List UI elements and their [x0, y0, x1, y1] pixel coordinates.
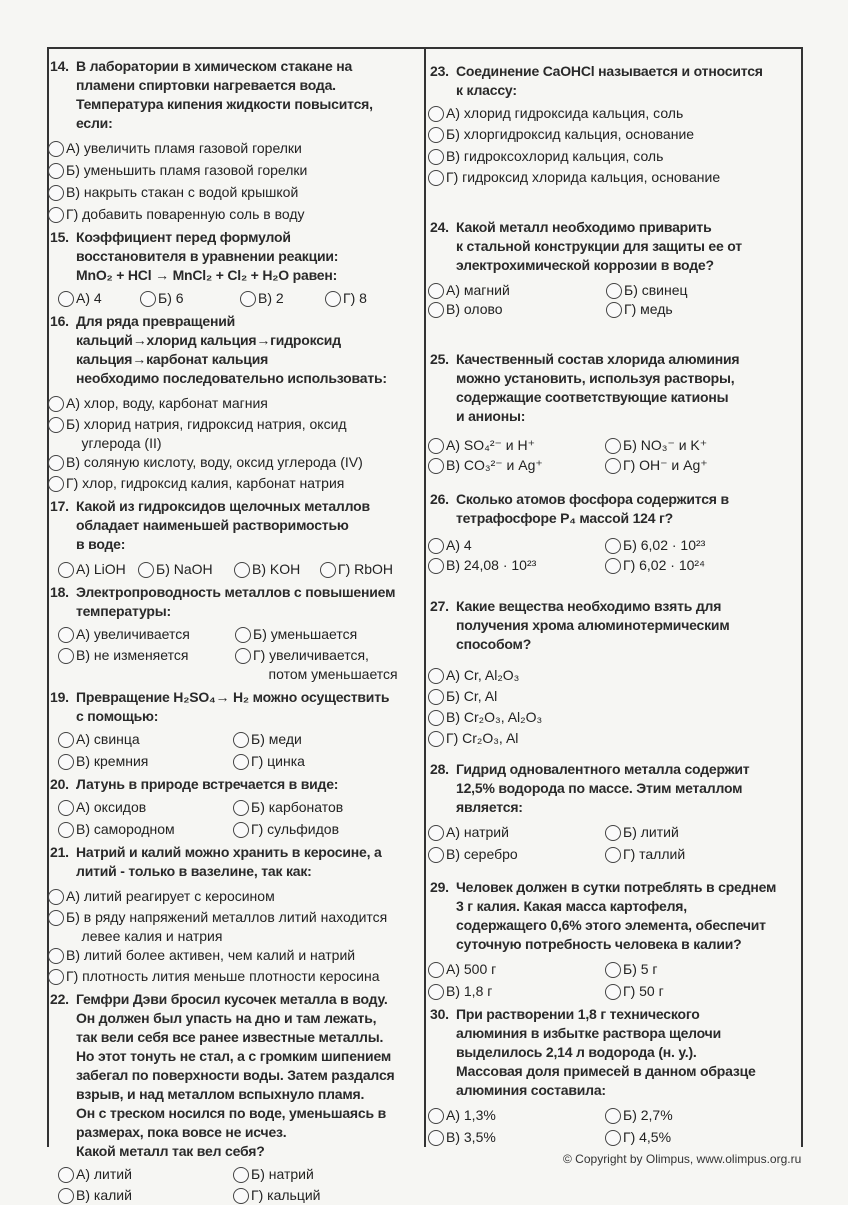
- option-label: Г) сульфидов: [251, 821, 340, 837]
- option-b[interactable]: [605, 436, 707, 455]
- question-number: 25.: [430, 351, 449, 367]
- radio-circle-icon[interactable]: [240, 291, 256, 307]
- option-a[interactable]: [58, 289, 102, 308]
- option-g[interactable]: [320, 560, 393, 579]
- option-b[interactable]: [48, 161, 307, 180]
- option-label: Б) литий: [623, 824, 679, 840]
- question-number: 21.: [50, 844, 69, 860]
- question-text: В лаборатории в химическом стакане на пламени спиртовки нагревается вода. Температура кипения жидкости повысится, если:: [76, 58, 373, 131]
- option-g[interactable]: [605, 845, 685, 864]
- question-header: [430, 62, 802, 100]
- question-header: [50, 583, 422, 621]
- option-v[interactable]: [428, 300, 503, 319]
- radio-circle-icon[interactable]: [48, 910, 64, 926]
- question-29: [430, 878, 802, 1001]
- option-label: Г) медь: [624, 301, 673, 317]
- radio-circle-icon[interactable]: [48, 455, 64, 471]
- option-label: Г) кальций: [251, 1187, 321, 1203]
- option-g[interactable]: [428, 729, 518, 748]
- radio-circle-icon[interactable]: [428, 984, 444, 1000]
- option-v[interactable]: [234, 560, 300, 579]
- question-header: [430, 878, 802, 954]
- question-number: 17.: [50, 498, 69, 514]
- option-a[interactable]: [428, 104, 683, 123]
- radio-circle-icon[interactable]: [606, 302, 622, 318]
- radio-circle-icon[interactable]: [605, 825, 621, 841]
- option-label: Б) 6: [158, 290, 184, 306]
- radio-circle-icon[interactable]: [58, 1167, 74, 1183]
- option-label: Г) добавить поваренную соль в воду: [66, 206, 305, 222]
- question-number: 19.: [50, 689, 69, 705]
- option-b[interactable]: [605, 1106, 673, 1125]
- option-label: В) гидроксохлорид кальция, соль: [446, 148, 664, 164]
- question-header: [50, 57, 422, 133]
- answer-options: [50, 394, 422, 493]
- question-15: [50, 228, 422, 308]
- radio-circle-icon[interactable]: [428, 558, 444, 574]
- option-label: А) 4: [76, 290, 102, 306]
- option-label: Б) в ряду напряжений металлов литий находится левее калия и натрия: [66, 909, 388, 944]
- option-label: Б) NaOH: [156, 561, 213, 577]
- option-b[interactable]: [235, 625, 357, 644]
- question-22: [50, 990, 422, 1205]
- question-text: Для ряда превращений кальций→хлорид кальция→гидроксид кальция→карбонат кальция необходимо последовательно использовать:: [76, 313, 387, 386]
- question-number: 24.: [430, 219, 449, 235]
- answer-options: [50, 625, 422, 684]
- question-text: Коэффициент перед формулой восстановителя в уравнении реакции: MnO₂ + HCl → MnCl₂ + Cl₂ + H₂O равен:: [76, 229, 339, 283]
- radio-circle-icon[interactable]: [58, 822, 74, 838]
- question-header: [430, 760, 802, 817]
- option-v[interactable]: [428, 147, 663, 166]
- answer-options: [430, 666, 802, 748]
- option-label: А) натрий: [446, 824, 509, 840]
- radio-circle-icon[interactable]: [48, 476, 64, 492]
- radio-circle-icon[interactable]: [58, 648, 74, 664]
- radio-circle-icon[interactable]: [48, 417, 64, 433]
- option-label: Г) 6,02 · 10²⁴: [623, 557, 706, 573]
- question-16: [50, 312, 422, 493]
- answer-options: [50, 1165, 422, 1205]
- option-label: В) накрыть стакан с водой крышкой: [66, 184, 299, 200]
- radio-circle-icon[interactable]: [233, 800, 249, 816]
- radio-circle-icon[interactable]: [48, 969, 64, 985]
- question-number: 28.: [430, 761, 449, 777]
- question-text: Человек должен в сутки потреблять в среднем 3 г калия. Какая масса картофеля, содержащего 0,6% этого элемента, обеспечит суточную потребность человека в калии?: [456, 879, 777, 952]
- option-g[interactable]: [48, 205, 305, 224]
- radio-circle-icon[interactable]: [605, 984, 621, 1000]
- question-number: 22.: [50, 991, 69, 1007]
- question-number: 29.: [430, 879, 449, 895]
- radio-circle-icon[interactable]: [605, 847, 621, 863]
- radio-circle-icon[interactable]: [58, 1188, 74, 1204]
- answer-options: [430, 823, 802, 864]
- radio-circle-icon[interactable]: [428, 668, 444, 684]
- answer-options: [50, 798, 422, 839]
- option-b[interactable]: [428, 687, 497, 706]
- option-v[interactable]: [428, 982, 492, 1001]
- option-a[interactable]: [428, 960, 496, 979]
- option-label: В) серебро: [446, 846, 518, 862]
- option-label: В) олово: [446, 301, 503, 317]
- answer-options: [50, 139, 422, 224]
- option-g[interactable]: [606, 300, 673, 319]
- option-a[interactable]: [428, 823, 509, 842]
- radio-circle-icon[interactable]: [605, 558, 621, 574]
- option-label: В) кремния: [76, 753, 149, 769]
- option-v[interactable]: [428, 708, 542, 727]
- column-divider: [424, 47, 426, 1147]
- radio-circle-icon[interactable]: [428, 170, 444, 186]
- question-header: [50, 775, 422, 794]
- radio-circle-icon[interactable]: [140, 291, 156, 307]
- question-text: При растворении 1,8 г технического алюминия в избытке раствора щелочи выделилось 2,14 л водорода (н. у.). Массовая доля примесей в данном образце алюминия составила:: [456, 1006, 756, 1098]
- radio-circle-icon[interactable]: [428, 538, 444, 554]
- option-g[interactable]: [428, 168, 720, 187]
- radio-circle-icon[interactable]: [233, 822, 249, 838]
- option-b[interactable]: [48, 908, 387, 946]
- radio-circle-icon[interactable]: [428, 962, 444, 978]
- question-header: [430, 350, 802, 426]
- answer-options: [430, 104, 802, 187]
- option-g[interactable]: [605, 1128, 671, 1147]
- option-a[interactable]: [58, 1165, 132, 1184]
- question-number: 30.: [430, 1006, 449, 1022]
- question-text: Какие вещества необходимо взять для получения хрома алюминотермическим способом?: [456, 598, 730, 652]
- option-label: Б) хлоргидроксид кальция, основание: [446, 126, 695, 142]
- radio-circle-icon[interactable]: [428, 149, 444, 165]
- radio-circle-icon[interactable]: [606, 283, 622, 299]
- option-label: В) 2: [258, 290, 284, 306]
- question-header: [50, 843, 422, 881]
- question-text: Соединение CaOHCl называется и относится к классу:: [456, 63, 763, 98]
- option-v[interactable]: [58, 820, 175, 839]
- answer-options: [430, 536, 802, 575]
- radio-circle-icon[interactable]: [428, 710, 444, 726]
- option-label: В) CO₃²⁻ и Ag⁺: [446, 457, 543, 473]
- option-a[interactable]: [48, 394, 268, 413]
- option-b[interactable]: [140, 289, 184, 308]
- option-v[interactable]: [58, 752, 148, 771]
- radio-circle-icon[interactable]: [48, 185, 64, 201]
- radio-circle-icon[interactable]: [234, 562, 250, 578]
- answer-options: [430, 960, 802, 1001]
- radio-circle-icon[interactable]: [428, 1130, 444, 1146]
- question-number: 15.: [50, 229, 69, 245]
- option-a[interactable]: [428, 281, 510, 300]
- option-label: В) 24,08 · 10²³: [446, 557, 537, 573]
- radio-circle-icon[interactable]: [428, 283, 444, 299]
- radio-circle-icon[interactable]: [235, 627, 251, 643]
- copyright-footer: © Copyright by Olimpus, www.olimpus.org.ru: [563, 1152, 802, 1166]
- option-label: Г) 4,5%: [623, 1129, 672, 1145]
- question-30: [430, 1005, 802, 1147]
- option-label: Г) 50 г: [623, 983, 664, 999]
- answer-options: [430, 436, 802, 475]
- option-v[interactable]: [58, 646, 188, 665]
- option-g[interactable]: [605, 982, 664, 1001]
- option-label: В) 3,5%: [446, 1129, 496, 1145]
- question-number: 26.: [430, 491, 449, 507]
- option-label: В) самородном: [76, 821, 175, 837]
- option-label: Б) NO₃⁻ и K⁺: [623, 437, 708, 453]
- option-label: Б) уменьшить пламя газовой горелки: [66, 162, 308, 178]
- option-g[interactable]: [235, 646, 398, 684]
- question-23: [430, 62, 802, 187]
- radio-circle-icon[interactable]: [605, 538, 621, 554]
- radio-circle-icon[interactable]: [233, 732, 249, 748]
- question-17: [50, 497, 422, 579]
- question-number: 16.: [50, 313, 69, 329]
- option-g[interactable]: [48, 474, 344, 493]
- option-label: А) увеличить пламя газовой горелки: [66, 140, 302, 156]
- option-v[interactable]: [428, 556, 536, 575]
- option-a[interactable]: [58, 625, 190, 644]
- question-19: [50, 688, 422, 771]
- option-label: Б) уменьшается: [253, 626, 358, 642]
- option-label: В) литий более активен, чем калий и натрий: [66, 947, 356, 963]
- question-24: [430, 218, 802, 319]
- question-27: [430, 597, 802, 748]
- radio-circle-icon[interactable]: [58, 291, 74, 307]
- option-label: А) 500 г: [446, 961, 497, 977]
- option-label: Г) Cr₂O₃, Al: [446, 730, 519, 746]
- question-text: Какой из гидроксидов щелочных металлов обладает наименьшей растворимостью в воде:: [76, 498, 370, 552]
- question-18: [50, 583, 422, 684]
- option-b[interactable]: [233, 730, 302, 749]
- option-b[interactable]: [605, 823, 679, 842]
- option-v[interactable]: [428, 845, 518, 864]
- option-label: В) KOH: [252, 561, 301, 577]
- option-v[interactable]: [240, 289, 284, 308]
- option-b[interactable]: [606, 281, 688, 300]
- option-label: А) оксидов: [76, 799, 147, 815]
- question-number: 14.: [50, 58, 69, 74]
- radio-circle-icon[interactable]: [428, 127, 444, 143]
- option-label: А) хлор, воду, карбонат магния: [66, 395, 268, 411]
- option-b[interactable]: [138, 560, 213, 579]
- option-label: Г) 8: [343, 290, 367, 306]
- option-label: А) LiOH: [76, 561, 126, 577]
- question-21: [50, 843, 422, 986]
- question-header: [50, 688, 422, 726]
- question-text: Гемфри Дэви бросил кусочек металла в воду. Он должен был упасть на дно и там лежать, так вели себя все ранее известные металлы. Но этот тонуть не стал, а с громким шипением забегал по поверхности воды. Затем раздался взрыв, и над металлом вспыхнуло пламя. Он с треском носился по воде, уменьшаясь в размерах, пока вовсе не исчез. Какой металл так вел себя?: [76, 991, 395, 1159]
- option-label: В) Cr₂O₃, Al₂O₃: [446, 709, 543, 725]
- option-b[interactable]: [48, 415, 347, 453]
- question-number: 18.: [50, 584, 69, 600]
- radio-circle-icon[interactable]: [58, 800, 74, 816]
- option-g[interactable]: [48, 967, 380, 986]
- radio-circle-icon[interactable]: [605, 438, 621, 454]
- option-label: А) 4: [446, 537, 472, 553]
- option-v[interactable]: [428, 456, 543, 475]
- radio-circle-icon[interactable]: [233, 754, 249, 770]
- question-header: [430, 490, 802, 528]
- option-label: Г) RbOH: [338, 561, 394, 577]
- option-label: В) соляную кислоту, воду, оксид углерода (IV): [66, 454, 363, 470]
- option-label: Б) хлорид натрия, гидроксид натрия, оксид углерода (II): [66, 416, 347, 451]
- radio-circle-icon[interactable]: [48, 396, 64, 412]
- option-a[interactable]: [428, 666, 519, 685]
- radio-circle-icon[interactable]: [605, 458, 621, 474]
- option-a[interactable]: [58, 560, 126, 579]
- question-number: 20.: [50, 776, 69, 792]
- answer-options: [430, 281, 802, 319]
- radio-circle-icon[interactable]: [428, 438, 444, 454]
- question-number: 23.: [430, 63, 449, 79]
- radio-circle-icon[interactable]: [428, 847, 444, 863]
- option-label: Б) 6,02 · 10²³: [623, 537, 706, 553]
- radio-circle-icon[interactable]: [605, 1108, 621, 1124]
- option-b[interactable]: [233, 1165, 314, 1184]
- option-label: Г) увеличивается, потом уменьшается: [253, 647, 398, 682]
- radio-circle-icon[interactable]: [428, 302, 444, 318]
- radio-circle-icon[interactable]: [48, 207, 64, 223]
- option-a[interactable]: [58, 798, 146, 817]
- option-label: Б) Cr, Al: [446, 688, 498, 704]
- answer-options: [50, 730, 422, 771]
- option-label: В) не изменяется: [76, 647, 189, 663]
- option-label: Г) таллий: [623, 846, 686, 862]
- question-header: [50, 990, 422, 1161]
- radio-circle-icon[interactable]: [428, 731, 444, 747]
- question-text: Натрий и калий можно хранить в керосине, а литий - только в вазелине, так как:: [76, 844, 382, 879]
- radio-circle-icon[interactable]: [48, 141, 64, 157]
- answer-options: [430, 1106, 802, 1147]
- question-text: Качественный состав хлорида алюминия можно установить, используя растворы, содержащие соответствующие катионы и анионы:: [456, 351, 740, 424]
- radio-circle-icon[interactable]: [138, 562, 154, 578]
- radio-circle-icon[interactable]: [58, 732, 74, 748]
- option-label: А) свинца: [76, 731, 140, 747]
- option-v[interactable]: [428, 1128, 496, 1147]
- option-v[interactable]: [48, 183, 298, 202]
- option-label: Б) карбонатов: [251, 799, 344, 815]
- question-header: [50, 228, 422, 285]
- question-header: [430, 597, 802, 654]
- question-header: [50, 312, 422, 388]
- option-g[interactable]: [605, 456, 708, 475]
- radio-circle-icon[interactable]: [48, 948, 64, 964]
- answer-options: [50, 289, 422, 308]
- option-label: А) Cr, Al₂O₃: [446, 667, 520, 683]
- question-26: [430, 490, 802, 575]
- radio-circle-icon[interactable]: [58, 562, 74, 578]
- option-label: Б) 5 г: [623, 961, 658, 977]
- question-28: [430, 760, 802, 864]
- option-b[interactable]: [428, 125, 694, 144]
- option-label: Б) 2,7%: [623, 1107, 673, 1123]
- question-14: [50, 57, 422, 224]
- radio-circle-icon[interactable]: [325, 291, 341, 307]
- option-v[interactable]: [48, 946, 355, 965]
- radio-circle-icon[interactable]: [235, 648, 251, 664]
- option-label: Г) гидроксид хлорида кальция, основание: [446, 169, 721, 185]
- question-header: [430, 1005, 802, 1100]
- question-number: 27.: [430, 598, 449, 614]
- option-g[interactable]: [233, 752, 305, 771]
- option-label: А) увеличивается: [76, 626, 190, 642]
- option-label: Б) натрий: [251, 1166, 314, 1182]
- radio-circle-icon[interactable]: [48, 889, 64, 905]
- radio-circle-icon[interactable]: [58, 754, 74, 770]
- radio-circle-icon[interactable]: [428, 458, 444, 474]
- option-a[interactable]: [58, 730, 140, 749]
- option-label: А) хлорид гидроксида кальция, соль: [446, 105, 684, 121]
- option-a[interactable]: [48, 139, 302, 158]
- option-label: А) литий: [76, 1166, 132, 1182]
- question-20: [50, 775, 422, 839]
- question-text: Электропроводность металлов с повышением температуры:: [76, 584, 396, 619]
- radio-circle-icon[interactable]: [428, 1108, 444, 1124]
- option-label: А) SO₄²⁻ и H⁺: [446, 437, 535, 453]
- option-label: В) 1,8 г: [446, 983, 493, 999]
- radio-circle-icon[interactable]: [58, 627, 74, 643]
- option-label: В) калий: [76, 1187, 132, 1203]
- radio-circle-icon[interactable]: [605, 1130, 621, 1146]
- option-label: Г) плотность лития меньше плотности керосина: [66, 968, 380, 984]
- question-header: [50, 497, 422, 554]
- option-g[interactable]: [233, 820, 339, 839]
- radio-circle-icon[interactable]: [428, 825, 444, 841]
- option-a[interactable]: [428, 436, 535, 455]
- option-label: А) литий реагирует с керосином: [66, 888, 275, 904]
- question-text: Латунь в природе встречается в виде:: [76, 776, 339, 792]
- question-text: Превращение H₂SO₄→ H₂ можно осуществить с помощью:: [76, 689, 390, 724]
- option-a[interactable]: [428, 536, 472, 555]
- radio-circle-icon[interactable]: [320, 562, 336, 578]
- option-label: А) магний: [446, 282, 510, 298]
- option-label: Г) цинка: [251, 753, 305, 769]
- option-label: Г) OH⁻ и Ag⁺: [623, 457, 708, 473]
- option-a[interactable]: [428, 1106, 496, 1125]
- radio-circle-icon[interactable]: [233, 1188, 249, 1204]
- radio-circle-icon[interactable]: [428, 689, 444, 705]
- option-g[interactable]: [325, 289, 367, 308]
- question-text: Какой металл необходимо приварить к стальной конструкции для защиты ее от электрохимической коррозии в воде?: [456, 219, 742, 273]
- radio-circle-icon[interactable]: [233, 1167, 249, 1183]
- question-text: Гидрид одновалентного металла содержит 12,5% водорода по массе. Этим металлом является:: [456, 761, 750, 815]
- radio-circle-icon[interactable]: [605, 962, 621, 978]
- answer-options: [50, 887, 422, 986]
- option-v[interactable]: [58, 1186, 132, 1205]
- radio-circle-icon[interactable]: [428, 106, 444, 122]
- option-b[interactable]: [233, 798, 343, 817]
- answer-options: [50, 560, 422, 579]
- option-v[interactable]: [48, 453, 363, 472]
- option-b[interactable]: [605, 960, 658, 979]
- option-label: Г) хлор, гидроксид калия, карбонат натрия: [66, 475, 345, 491]
- question-25: [430, 350, 802, 475]
- question-text: Сколько атомов фосфора содержится в тетрафосфоре P₄ массой 124 г?: [456, 491, 729, 526]
- option-a[interactable]: [48, 887, 275, 906]
- option-label: А) 1,3%: [446, 1107, 496, 1123]
- question-header: [430, 218, 802, 275]
- option-label: Б) меди: [251, 731, 302, 747]
- option-b[interactable]: [605, 536, 705, 555]
- option-g[interactable]: [233, 1186, 320, 1205]
- option-label: Б) свинец: [624, 282, 688, 298]
- radio-circle-icon[interactable]: [48, 163, 64, 179]
- option-g[interactable]: [605, 556, 705, 575]
